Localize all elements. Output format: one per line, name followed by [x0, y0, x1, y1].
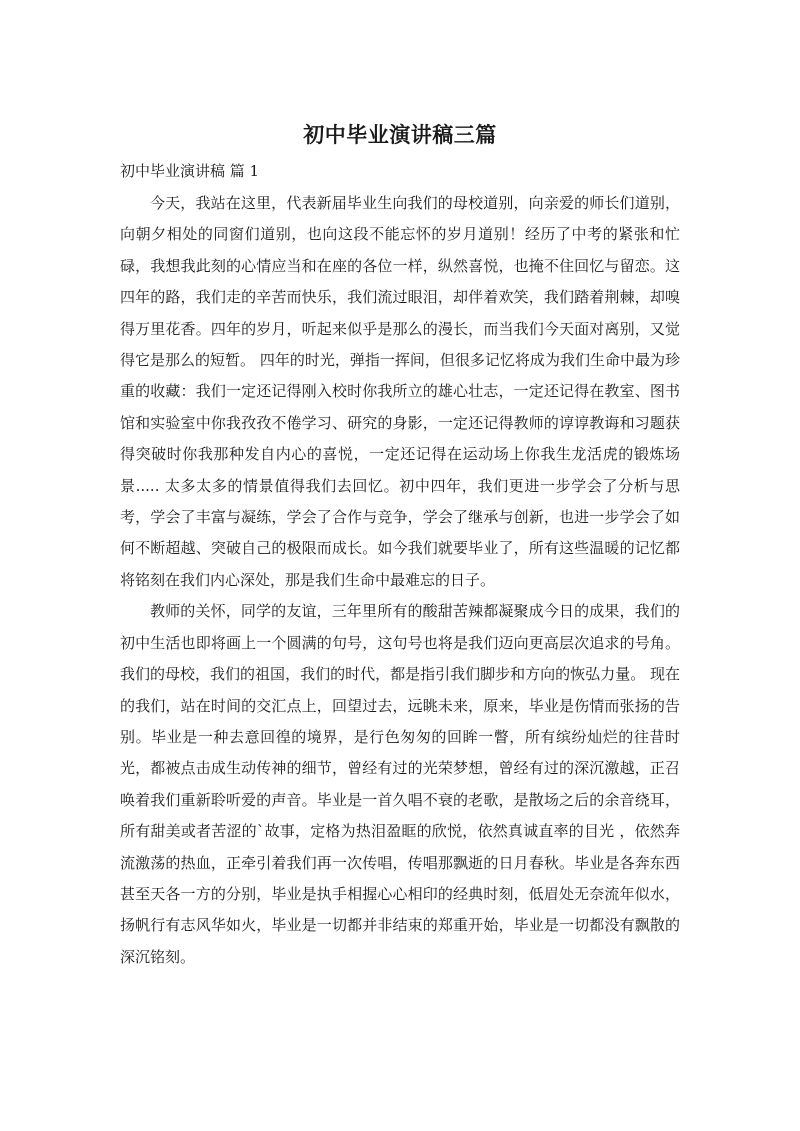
- paragraph-1: 今天，我站在这里，代表新届毕业生向我们的母校道别，向亲爱的师长们道别，向朝夕相处的同窗们道别，也向这段不能忘怀的岁月道别！经历了中考的紧张和忙碌，我想我此刻的心情应当和在座的各位一样，纵然喜悦，也掩不住回忆与留恋。这四年的路，我们走的辛苦而快乐，我们流过眼泪，却伴着欢笑，我们踏着荆棘，却嗅得万里花香。四年的岁月，听起来似乎是那么的漫长，而当我们今天面对离别，又觉得它是那么的短暂。 四年的时光，弹指一挥间，但很多记忆将成为我们生命中最为珍重的收藏：我们一定还记得刚入校时你我所立的雄心壮志，一定还记得在教室、图书馆和实验室中你我孜孜不倦学习、研究的身影，一定还记得教师的谆谆教诲和习题获得突破时你我那种发自内心的喜悦，一定还记得在运动场上你我生龙活虎的锻炼场景..... 太多太多的情景值得我们去回忆。初中四年，我们更进一步学会了分析与思考，学会了丰富与凝练，学会了合作与竞争，学会了继承与创新，也进一步学会了如何不断超越、突破自己的极限而成长。如今我们就要毕业了，所有这些温暖的记忆都将铭刻在我们内心深处，那是我们生命中最难忘的日子。: [120, 194, 680, 589]
- section-heading: 初中毕业演讲稿 篇 1: [120, 162, 260, 180]
- document-title: 初中毕业演讲稿三篇: [303, 123, 497, 147]
- paragraph-2: 教师的关怀，同学的友谊，三年里所有的酸甜苦辣都凝聚成今日的成果，我们的初中生活也即将画上一个圆满的句号，这句号也将是我们迈向更高层次追求的号角。我们的母校，我们的祖国，我们的时代，都是指引我们脚步和方向的恢弘力量。 现在的我们，站在时间的交汇点上，回望过去，远眺未来，原来，毕业是伤情而张扬的告别。毕业是一种去意回徨的境界，是行色匆匆的回眸一瞥，所有缤纷灿烂的往昔时光，都被点击成生动传神的细节，曾经有过的光荣梦想，曾经有过的深沉激越，正召唤着我们重新聆听爱的声音。毕业是一首久唱不衰的老歌，是散场之后的余音绕耳，所有甜美或者苦涩的`故事，定格为热泪盈眶的欣悦，依然真诚直率的目光 ，依然奔流激荡的热血，正牵引着我们再一次传唱，传唱那飘逝的日月春秋。毕业是各奔东西甚至天各一方的分别，毕业是执手相握心心相印的经典时刻，低眉处无奈流年似水，扬帆行有志风华如火，毕业是一切都并非结束的郑重开始，毕业是一切都没有飘散的深沉铭刻。: [120, 602, 680, 966]
- document-page: [120, 118, 680, 973]
